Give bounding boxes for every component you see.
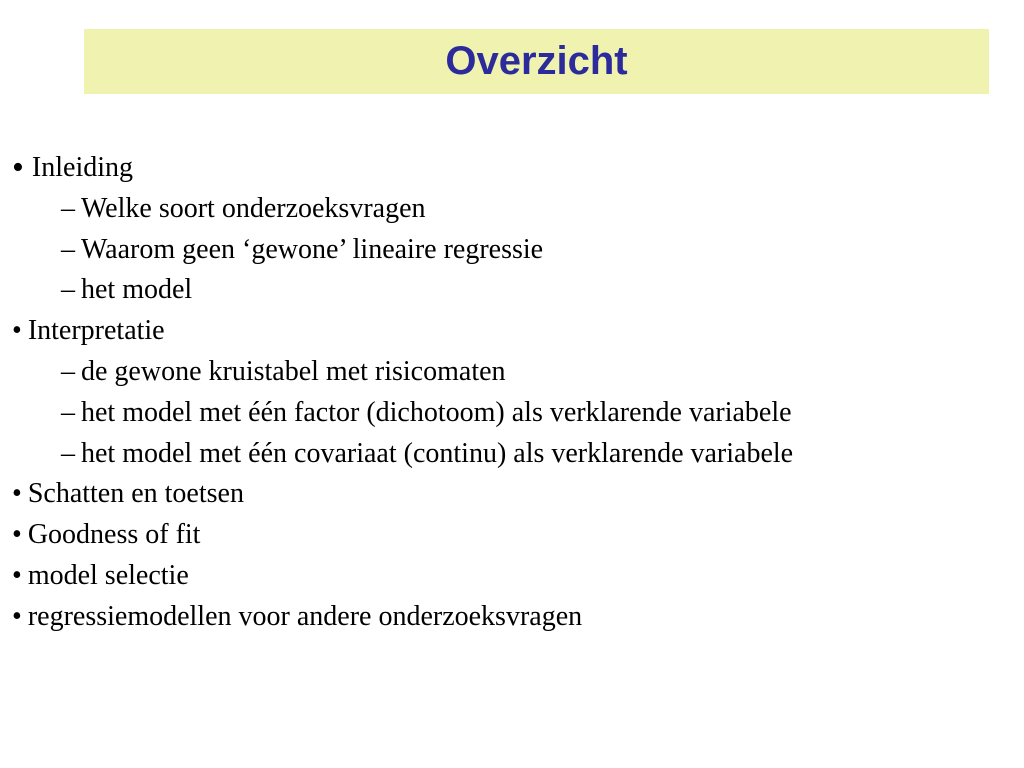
outline-item [12,515,793,556]
outline-subitem-text: Welke soort onderzoeksvragen [81,192,426,224]
outline-item [12,474,793,515]
outline-subitem-text: de gewone kruistabel met risicomaten [81,355,506,387]
outline-subitem [12,393,793,434]
dash-icon: – [61,396,75,428]
outline-item-text: Goodness of fit [27,519,201,551]
outline-item-text: model selectie [27,559,189,591]
dash-icon: – [61,233,75,265]
outline-subitem [12,230,793,271]
outline-subitem-text: het model met één factor (dichotoom) als verklarende variabele [81,396,792,428]
outline-subitem-text: het model [81,274,193,306]
outline-subitem [12,270,793,311]
outline-item [12,311,793,352]
bullet-icon: • [12,600,22,632]
outline-item-text: Interpretatie [27,315,165,347]
outline-item-text: regressiemodellen voor andere onderzoeksvragen [27,600,583,632]
outline-subitem-text: het model met één covariaat (continu) als verklarende variabele [81,437,794,469]
dash-icon: – [61,437,75,469]
outline-item-text: Inleiding [31,152,133,183]
bullet-icon: • [12,149,24,186]
outline-subitem-text: Waarom geen ‘gewone’ lineaire regressie [81,233,544,265]
outline-subitem [12,352,793,393]
outline-list [12,148,793,638]
dash-icon: – [61,192,75,224]
title-bar [84,29,989,94]
dash-icon: – [61,274,75,306]
bullet-icon: • [12,519,22,551]
bullet-icon: • [12,315,22,347]
outline-item [12,148,793,189]
bullet-icon: • [12,478,22,510]
outline-subitem [12,434,793,475]
outline-subitem [12,189,793,230]
slide-title: Overzicht [445,38,628,83]
dash-icon: – [61,355,75,387]
bullet-icon: • [12,559,22,591]
outline-item [12,597,793,638]
outline-item-text: Schatten en toetsen [27,478,244,510]
outline-item [12,556,793,597]
